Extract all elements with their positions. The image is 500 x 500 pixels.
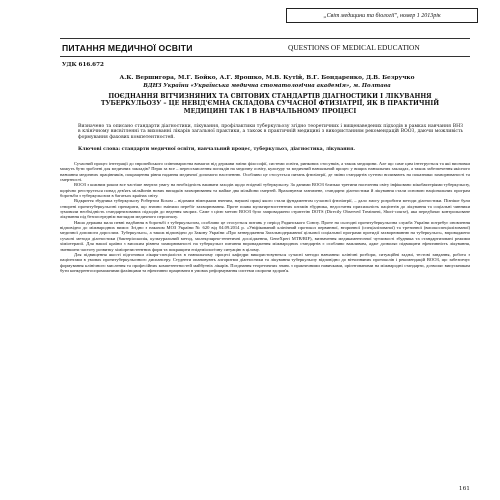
body-paragraph: Для підвищення якості підготовки лікаря-спеціаліста в навчальному процесі кафедри використовуються сучасні методи навчання: клінічні розбори, ситуаційні задачі, тестові завдання, робота з пацієнтами в умовах протитуберкульозного диспансеру. Студенти опановують алгоритми діагностики та лікування туберкульозу відповідно до вітчизняних протоколів і рекомендацій ВООЗ, що забезпечує формування клінічного мислення та професійних компетентностей майбутніх лікарів. Поєднання теоретичних знань з практичними навичками, орієнтованими на міжнародні стандарти, дозволяє випускникам бути конкурентоспроможними фахівцями та ефективно працювати в умовах реформування системи охорони здоров'я. — [60, 251, 470, 273]
section-title-en: QUESTIONS OF MEDICAL EDUCATION — [288, 43, 420, 52]
article-body — [60, 161, 470, 273]
body-paragraph: Наша держава мала певні надбання в боротьбі з туберкульозом, особливо це стосується питань у період Радянського Союзу. Проте на сьогодні протитуберкульозна служба України потребує оновлення відповідно до міжнародних вимог. Згідно з наказом МОЗ України № 620 від 04.09.2014 р. «Уніфікований клінічний протокол первинної, вторинної (спеціалізованої) та третинної (високоспеціалізованої) медичної допомоги дорослим. Туберкульоз», а також відповідно до Закону України «Про затвердження Загальнодержавної цільової соціальної програми протидії захворюванню на туберкульоз», впроваджено сучасні методи діагностики (бактеріоскопія, культуральний метод, молекулярно-генетичні дослідження, GeneXpert MTB/RIF), визначення медикаментозної чутливості збудника та стандартизовані режими хіміотерапії. Для нашої країни з високим рівнем захворюваності на туберкульоз питання впровадження міжнародних стандартів є особливо важливим, адже дозволяє підвищити ефективність лікування, зменшити частоту розвитку хіміорезистентних форм та покращити епідеміологічну ситуацію в цілому. — [60, 219, 470, 252]
page-number: 161 — [458, 486, 470, 492]
journal-title: „Світ медицини та біології", номер 1 2013рік — [323, 12, 441, 19]
section-title-uk: ПИТАННЯ МЕДИЧНОЇ ОСВІТИ — [62, 43, 193, 53]
abstract: Визначено та описано стандарти діагностики, лікування, профілактики туберкульозу згідно теоретичних і вищенаведених підходів в рамках навчання ВНЗ в клінічному висвітленні та вихованні лікарів загальної практики, а також в практичній медицині з використанням рекомендацій ВООЗ, даючи можливість формування фахових компетентностей. — [78, 124, 463, 140]
body-paragraph: Відкриття збудника туберкульозу Робертом Кохом – відомим німецьким вченим, наукові праці якого стали фундаментом сучасної фтизіатрії, – дало змогу розробити методи діагностики. Пізніше були створені протитуберкульозні препарати, що значно змінили перебіг захворювання. Проте поява мультирезистентних штамів збудника, недостатня прихильність пацієнтів до лікування та соціальні чинники зумовили необхідність стандартизованих підходів до ведення хворих. Саме з цією метою ВООЗ було запроваджено стратегію DOTS (Directly Observed Treatment, Short-course), яка передбачає контрольоване лікування під безпосереднім наглядом медичного персоналу. — [60, 198, 470, 220]
body-paragraph: Сучасний процес інтеграції до європейського співтовариства вимагає від держави зміни філософії, системи освіти, ринкових стосунків, а також медицини. Але що саме цим інтегрується та які висновки можуть бути зроблені для медичних закладів? Перш за все – переосмислення поглядів на медичну освіту, культуру та медичний навчальний процес у вищих навчальних закладах, а також забезпечення якісного навчання медичних працівників, покращення рівня надання медичної допомоги населенню. Особливо це стосується питань фтизіатрії, де зміни стандартів суттєво впливають на показники захворюваності та смертності. — [60, 161, 470, 183]
authors: А.К. Вершигора, М.Г. Бойко, А.Г. Ярошко, М.В. Кутій, В.Г. Бондаренко, Д.В. Безручко — [119, 75, 415, 81]
section-rule — [60, 56, 470, 57]
keywords: Ключові слова: стандарти медичної освіти, навчальний процес, туберкульоз, діагностика, лікування. — [78, 147, 355, 152]
udk-code: УДК 616.672 — [62, 62, 104, 68]
institution: ВДНЗ України «Українська медична стоматологічна академія», м. Полтава — [143, 83, 391, 89]
article-title: ПОЄДНАННЯ ВІТЧИЗНЯНИХ ТА СВІТОВИХ СТАНДАРТІВ ДІАГНОСТИКИ І ЛІКУВАННЯ ТУБЕРКУЛЬОЗУ – ЦЕ НЕВІД'ЄМНА СКЛАДОВА СУЧАСНОЇ ФТИЗІАТРІЇ, ЯК В ПРАКТИЧНІЙ МЕДИЦИНІ ТАК І В НАВЧАЛЬНОМУ ПРОЦЕСІ — [100, 93, 440, 115]
journal-header — [286, 8, 478, 23]
top-rule — [60, 38, 470, 39]
body-paragraph: ВООЗ з кожним роком все частіше звертає увагу на необхідність вживати заходів щодо епідемії туберкульозу. За даними ВООЗ близько третини населення світу інфіковано мікобактеріями туберкульозу, щорічно реєструється понад дев'ять мільйонів нових випадків захворювання та майже два мільйони смертей. Враховуючи зазначене, стандарти діагностики й лікування стали основою національних програм боротьби з туберкульозом в багатьох країнах світу. — [60, 182, 470, 199]
